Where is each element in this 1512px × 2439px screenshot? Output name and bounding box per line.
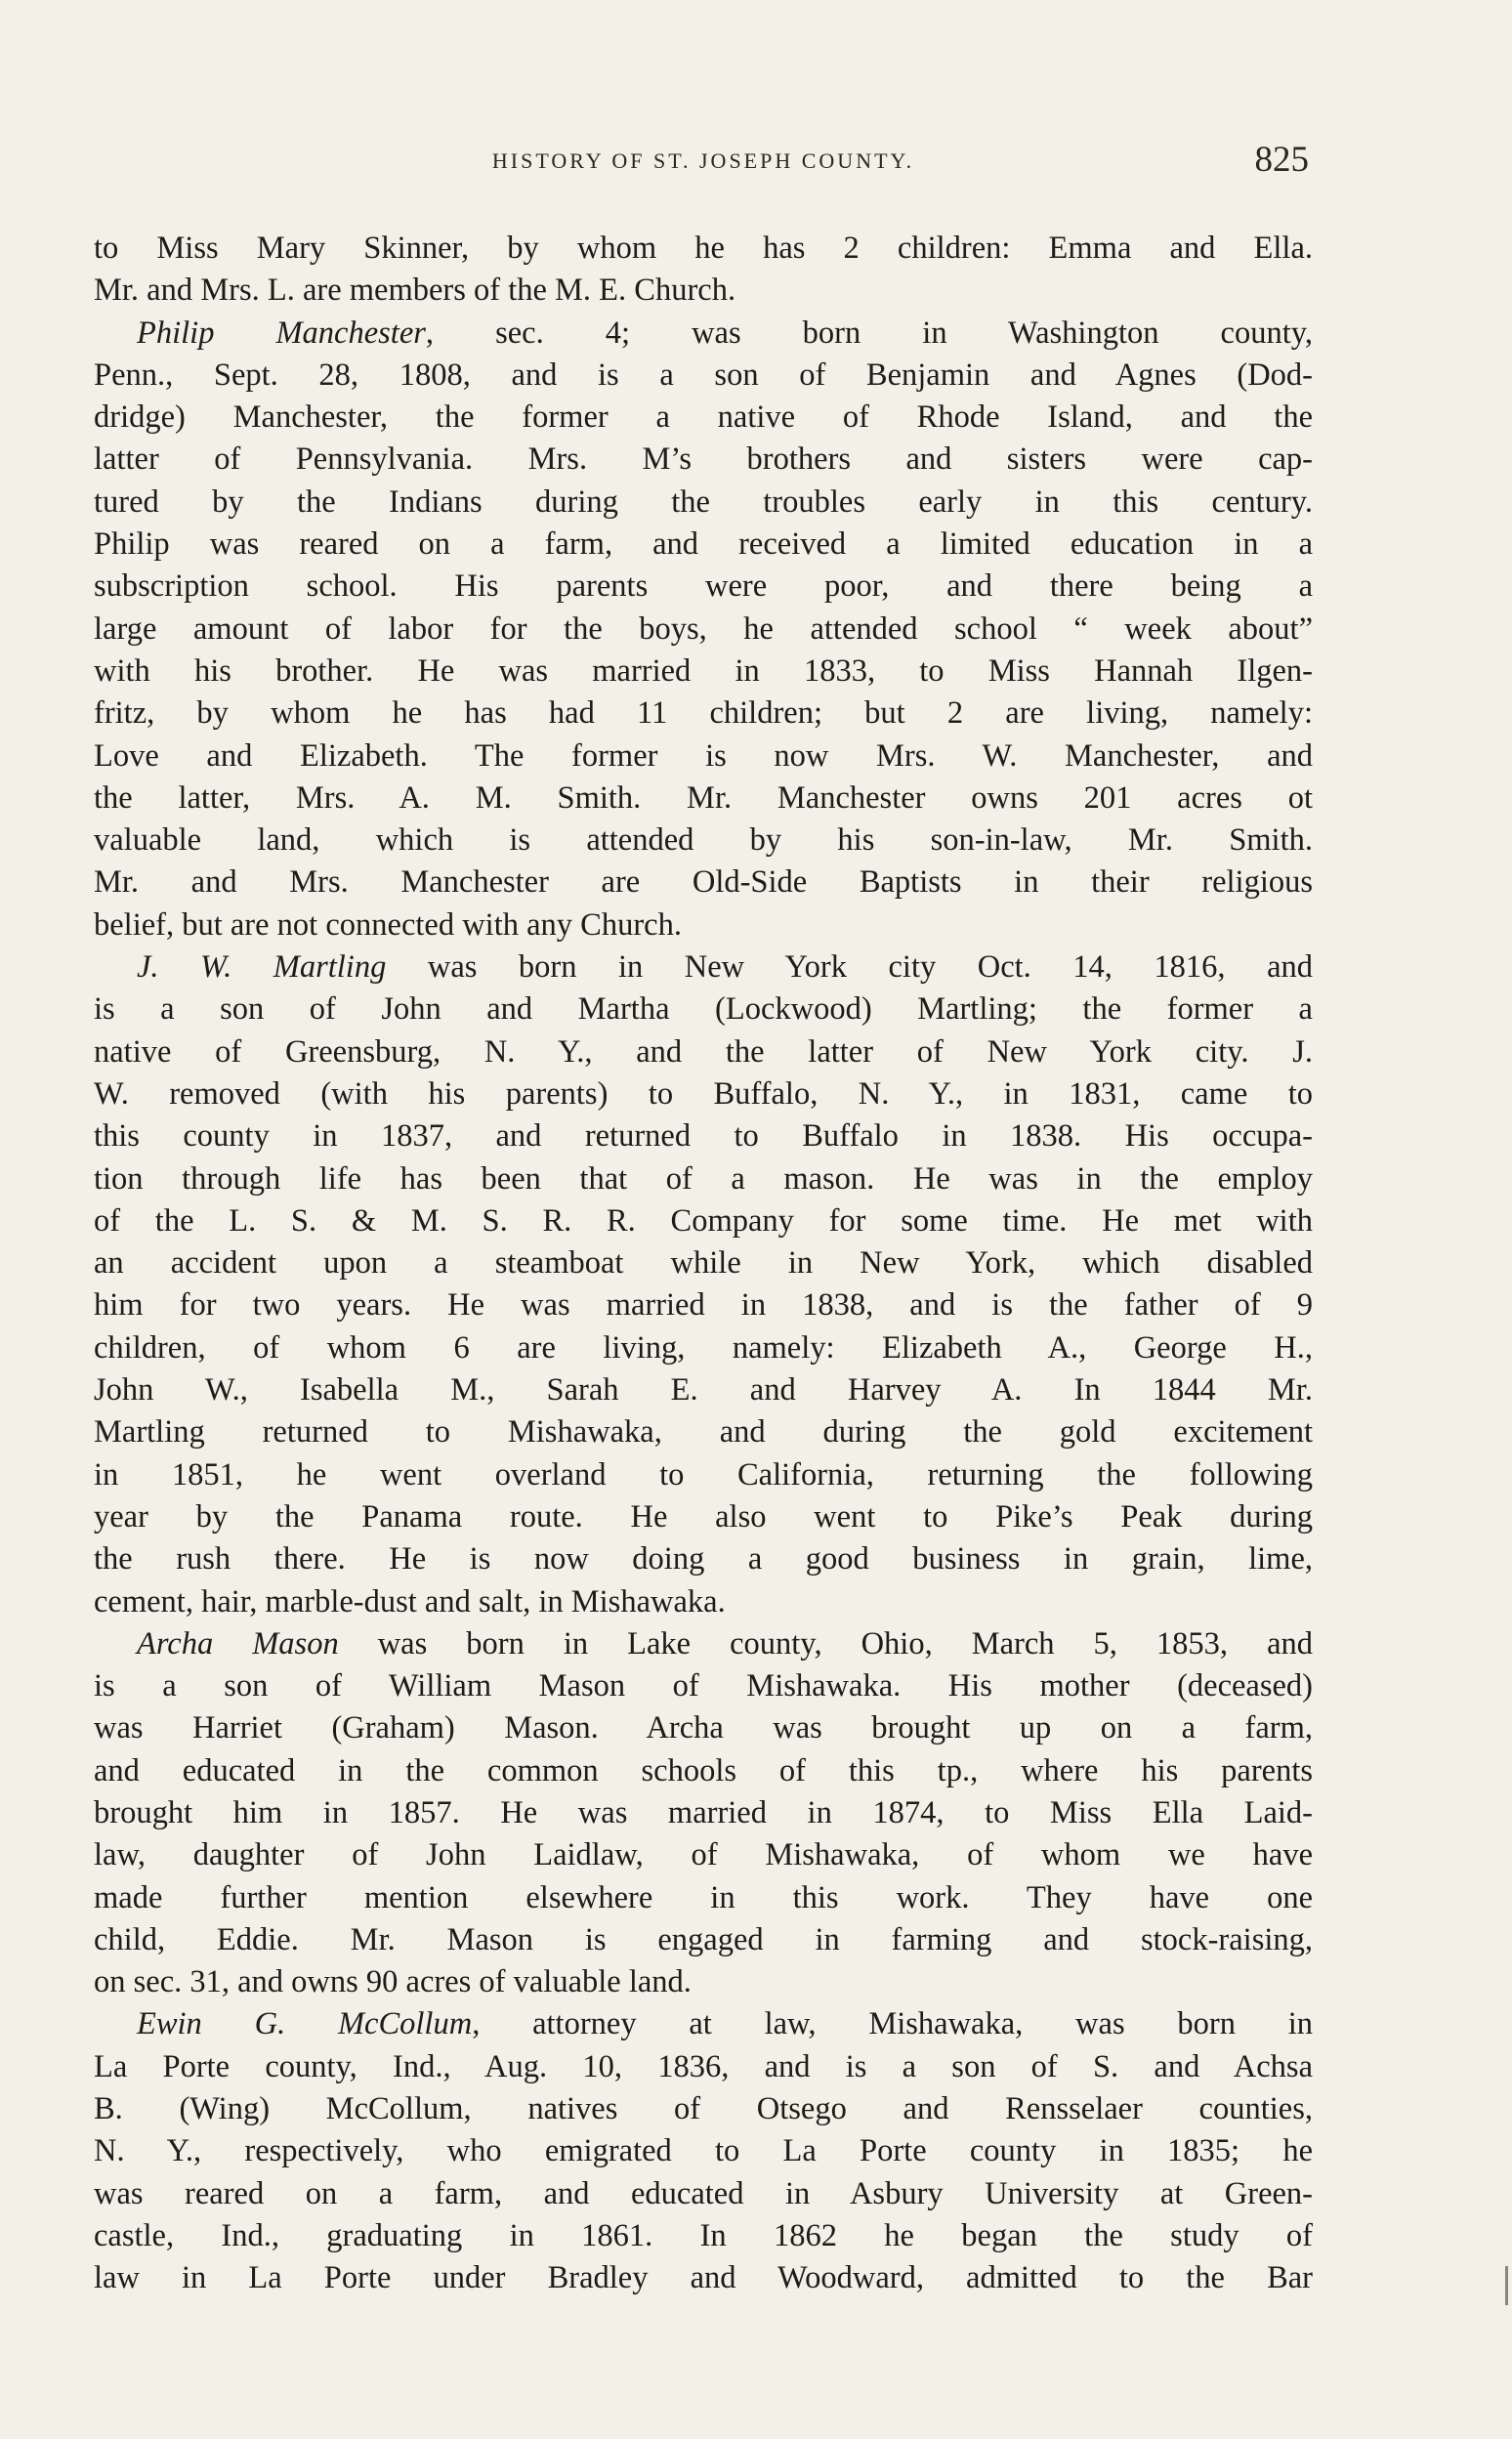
line-text: W. removed (with his parents) to Buffalo, N. Y., in 1831, came to (94, 1075, 1313, 1112)
text-line (94, 1792, 1313, 1834)
text-line (94, 1961, 1313, 2003)
text-line (94, 1538, 1313, 1580)
running-head: HISTORY OF ST. JOSEPH COUNTY. (491, 148, 915, 173)
line-text: the rush there. He is now doing a good business in grain, lime, (94, 1541, 1313, 1577)
line-text: Penn., Sept. 28, 1808, and is a son of Benjamin and Agnes (Dod- (94, 357, 1313, 393)
line-text: with his brother. He was married in 1833, to Miss Hannah Ilgen- (94, 652, 1313, 689)
text-line (94, 1411, 1313, 1453)
line-text: was born in Lake county, Ohio, March 5, 1853, and (338, 1625, 1313, 1661)
line-text: law, daughter of John Laidlaw, of Mishawaka, of whom we have (94, 1837, 1313, 1873)
line-text: this county in 1837, and returned to Buffalo in 1838. His occupa- (94, 1118, 1313, 1155)
line-text: tured by the Indians during the troubles early in this century. (94, 484, 1313, 520)
text-line (94, 1031, 1313, 1073)
text-line (94, 904, 1313, 946)
text-line (94, 1369, 1313, 1411)
text-line (94, 778, 1313, 820)
line-text: to Miss Mary Skinner, by whom he has 2 children: Emma and Ella. (94, 231, 1313, 266)
text-line (94, 1115, 1313, 1157)
text-line (94, 1665, 1313, 1707)
text-line (94, 1284, 1313, 1326)
text-line (94, 1919, 1313, 1961)
text-line (94, 2003, 1313, 2045)
line-text: child, Eddie. Mr. Mason is engaged in farming and stock-raising, (94, 1921, 1313, 1957)
text-line (94, 1877, 1313, 1919)
line-text: Mr. and Mrs. Manchester are Old-Side Baptists in their religious (94, 864, 1313, 901)
text-line (94, 482, 1313, 524)
page-header (94, 139, 1313, 188)
line-text: children, of whom 6 are living, namely: Elizabeth A., George H., (94, 1329, 1313, 1366)
text-line (94, 270, 1313, 312)
line-text: and educated in the common schools of this tp., where his parents (94, 1752, 1313, 1788)
line-text: native of Greensburg, N. Y., and the latter of New York city. J. (94, 1033, 1313, 1070)
text-line (94, 1327, 1313, 1369)
line-text: year by the Panama route. He also went to Pike’s Peak during (94, 1498, 1313, 1535)
text-line (94, 1200, 1313, 1242)
margin-mark (1505, 2266, 1508, 2305)
line-text: castle, Ind., graduating in 1861. In 1862 he began the study of (94, 2217, 1313, 2253)
text-line (94, 1073, 1313, 1115)
text-line (94, 1581, 1313, 1623)
text-line (94, 609, 1313, 651)
line-text: an accident upon a steamboat while in New York, which disabled (94, 1245, 1313, 1282)
line-text: latter of Pennsylvania. Mrs. M’s brothers and sisters were cap- (94, 442, 1313, 478)
text-line (94, 228, 1313, 270)
text-line (94, 397, 1313, 439)
line-text: Martling returned to Mishawaka, and during the gold excitement (94, 1414, 1313, 1451)
text-line (94, 313, 1313, 355)
text-line (94, 2215, 1313, 2257)
text-line (94, 1158, 1313, 1200)
line-text: law in La Porte under Bradley and Woodward, admitted to the Bar (94, 2260, 1313, 2296)
page-number: 825 (1254, 140, 1309, 180)
text-line (94, 524, 1313, 566)
line-text: was reared on a farm, and educated in Asbury University at Green- (94, 2175, 1313, 2211)
line-text: valuable land, which is attended by his son-in-law, Mr. Smith. (94, 822, 1313, 859)
line-text: in 1851, he went overland to California, returning the following (94, 1456, 1313, 1493)
text-line (94, 820, 1313, 862)
line-text: Love and Elizabeth. The former is now Mrs. W. Manchester, and (94, 737, 1313, 774)
text-line (94, 2173, 1313, 2215)
line-text: , sec. 4; was born in Washington county, (425, 315, 1313, 351)
text-line (94, 1496, 1313, 1538)
text-line (94, 736, 1313, 778)
biography-name: Archa Mason (137, 1625, 339, 1661)
text-line (94, 1242, 1313, 1284)
line-text: N. Y., respectively, who emigrated to La Porte county in 1835; he (94, 2133, 1313, 2169)
line-text: fritz, by whom he has had 11 children; but 2 are living, namely: (94, 695, 1313, 732)
text-line (94, 2046, 1313, 2088)
text-line (94, 693, 1313, 735)
line-text: dridge) Manchester, the former a native of Rhode Island, and the (94, 399, 1313, 436)
line-text: subscription school. His parents were poor, and there being a (94, 568, 1313, 605)
line-text: is a son of William Mason of Mishawaka. His mother (deceased) (94, 1668, 1313, 1704)
line-text: of the L. S. & M. S. R. R. Company for some time. He met with (94, 1202, 1313, 1239)
text-line (94, 946, 1313, 988)
text-line (94, 651, 1313, 693)
line-text: him for two years. He was married in 1838, and is the father of 9 (94, 1287, 1313, 1324)
line-text: cement, hair, marble-dust and salt, in Mishawaka. (94, 1583, 726, 1619)
text-line (94, 862, 1313, 904)
line-text: made further mention elsewhere in this work. They have one (94, 1879, 1313, 1915)
line-text: belief, but are not connected with any Church. (94, 906, 682, 943)
text-line (94, 1750, 1313, 1792)
text-line (94, 2130, 1313, 2172)
text-line (94, 1623, 1313, 1665)
line-text: B. (Wing) McCollum, natives of Otsego and Rensselaer counties, (94, 2091, 1313, 2127)
line-text: brought him in 1857. He was married in 1874, to Miss Ella Laid- (94, 1794, 1313, 1830)
text-line (94, 1834, 1313, 1876)
body-text (94, 228, 1313, 2300)
line-text: on sec. 31, and owns 90 acres of valuable land. (94, 1964, 692, 2000)
text-line (94, 988, 1313, 1030)
text-line (94, 439, 1313, 481)
line-text: large amount of labor for the boys, he attended school “ week about” (94, 610, 1313, 647)
line-text: is a son of John and Martha (Lockwood) Martling; the former a (94, 991, 1313, 1028)
text-line (94, 2257, 1313, 2299)
biography-name: Ewin G. McCollum (137, 2006, 473, 2042)
line-text: John W., Isabella M., Sarah E. and Harvey A. In 1844 Mr. (94, 1372, 1313, 1409)
text-line (94, 1707, 1313, 1749)
text-line (94, 2088, 1313, 2130)
text-line (94, 566, 1313, 608)
line-text: , attorney at law, Mishawaka, was born in (472, 2006, 1313, 2042)
line-text: tion through life has been that of a mason. He was in the employ (94, 1160, 1313, 1197)
line-text: was born in New York city Oct. 14, 1816, and (386, 949, 1313, 986)
text-line (94, 1454, 1313, 1496)
line-text: the latter, Mrs. A. M. Smith. Mr. Manchester owns 201 acres ot (94, 779, 1313, 816)
line-text: Philip was reared on a farm, and received a limited education in a (94, 526, 1313, 563)
biography-name: Philip Manchester (137, 315, 426, 351)
line-text: Mr. and Mrs. L. are members of the M. E. Church. (94, 273, 736, 309)
line-text: was Harriet (Graham) Mason. Archa was brought up on a farm, (94, 1710, 1313, 1746)
biography-name: J. W. Martling (137, 949, 387, 986)
line-text: La Porte county, Ind., Aug. 10, 1836, and is a son of S. and Achsa (94, 2048, 1313, 2084)
text-line (94, 355, 1313, 397)
